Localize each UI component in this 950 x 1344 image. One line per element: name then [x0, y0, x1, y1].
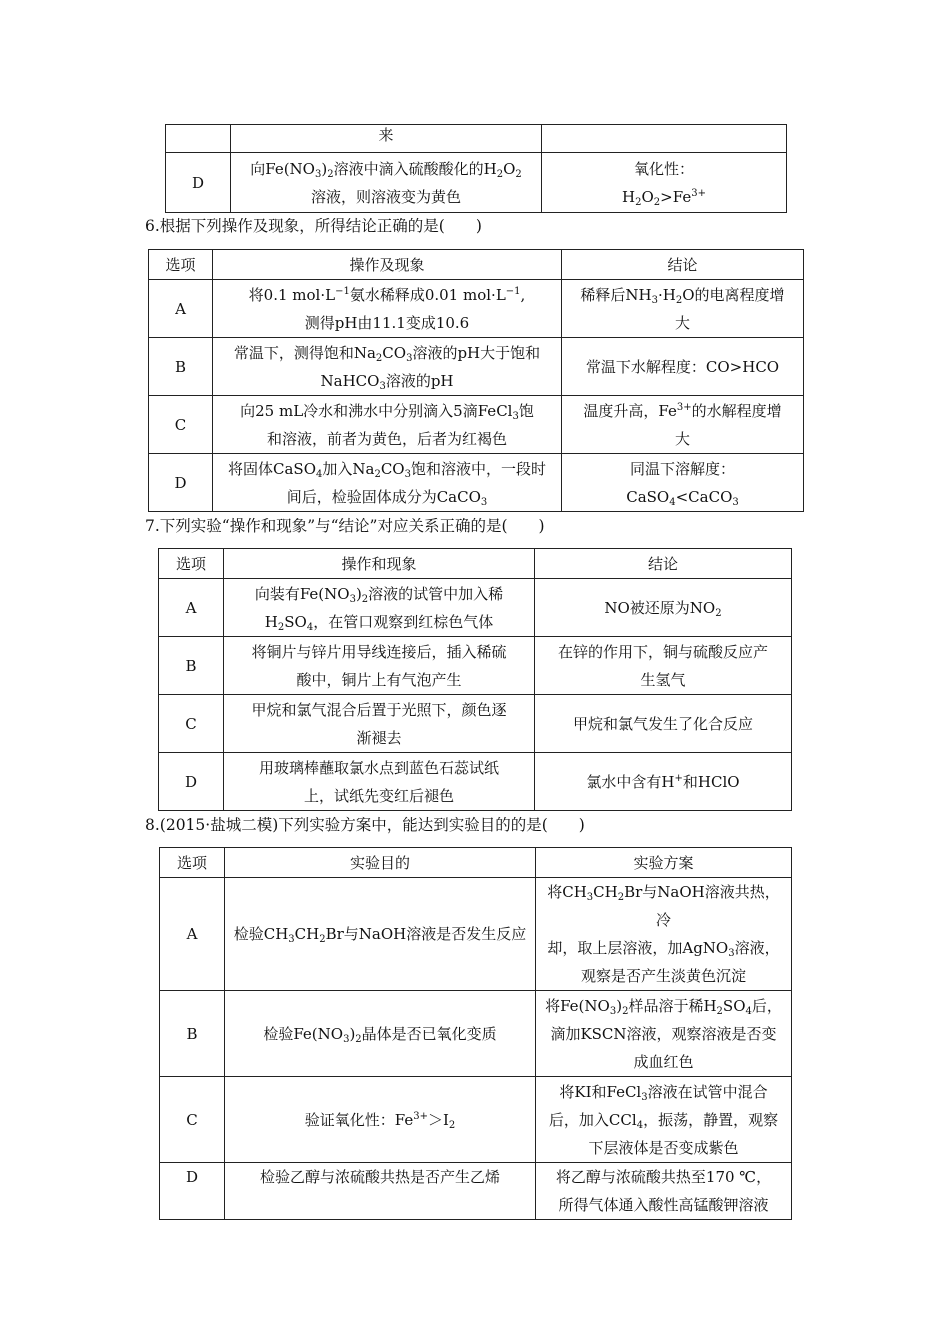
table-q7: [158, 548, 792, 811]
operation-line: 间后，检验固体成分为CaCO$_3$: [286, 487, 488, 508]
plan-cell: [536, 1163, 792, 1220]
option-label: D: [159, 753, 224, 811]
plan-cell: [536, 991, 792, 1077]
purpose-line: 检验$CH_3CH_2Br$与NaOH溶液是否发生反应: [233, 925, 527, 945]
conclusion-line: 同温下溶解度：: [629, 459, 735, 478]
operation-line: 和溶液，前者为黄色，后者为红褐色: [266, 429, 507, 448]
table-row: [166, 125, 787, 153]
conclusion-line: 稀释后$NH_3\cdot H_2O$的电离程度增: [580, 285, 785, 306]
conclusion-cell: [562, 396, 804, 454]
operation-line: 渐褪去: [356, 728, 402, 747]
operation-line: $H_2SO_4$，在管口观察到红棕色气体: [264, 612, 494, 633]
table-row: [149, 396, 804, 454]
table-row: [160, 1077, 792, 1163]
operation-line: 向$Fe(NO_3)_2$溶液中滴入硫酸酸化的$H_2O_2$: [250, 159, 522, 180]
operation-cell: [213, 338, 562, 396]
cell: [542, 125, 787, 153]
purpose-line: 检验$Fe(NO_3)_2$晶体是否已氧化变质: [263, 1024, 497, 1045]
option-label: A: [160, 878, 225, 991]
operation-cell: [224, 637, 535, 695]
plan-cell: [536, 1077, 792, 1163]
conclusion-cell: [535, 753, 792, 811]
conclusion-cell: [535, 579, 792, 637]
option-label: D: [149, 454, 213, 512]
option-label: C: [159, 695, 224, 753]
purpose-cell: [225, 878, 536, 991]
operation-line: 将0.1 $mol\cdot L^{-1}$氨水稀释成0.01 $mol\cdot L^{-1}$,: [248, 285, 526, 304]
table-header-row: [149, 250, 804, 280]
column-header: 选项: [149, 250, 213, 280]
purpose-cell: [225, 1077, 536, 1163]
operation-line: 甲烷和氯气混合后置于光照下，颜色逐: [251, 700, 507, 719]
conclusion-cell: [535, 695, 792, 753]
purpose-cell: [225, 1163, 536, 1220]
option-label: B: [149, 338, 213, 396]
column-header: 操作和现象: [224, 549, 535, 579]
operation-line: 测得pH由11.1变成10.6: [304, 313, 470, 332]
plan-line: 观察是否产生淡黄色沉淀: [580, 967, 746, 985]
operation-line: 向25 mL冷水和沸水中分别滴入5滴FeCl$_3$饱: [240, 401, 534, 422]
table-row: [159, 753, 792, 811]
plan-line: 下层液体是否变成紫色: [588, 1138, 739, 1157]
conclusion-line: 常温下水解程度：CO>HCO: [585, 357, 780, 376]
cell: [166, 125, 231, 153]
operation-cell: [213, 454, 562, 512]
conclusion-line: 甲烷和氯气发生了化合反应: [572, 714, 753, 733]
plan-line: 将$CH_3CH_2Br$与NaOH溶液共热，冷: [547, 883, 780, 929]
table-q8: [159, 847, 792, 1220]
column-header: 结论: [562, 250, 804, 280]
operation-cell: [213, 396, 562, 454]
table-row: [160, 1163, 792, 1220]
column-header: 实验方案: [536, 848, 792, 878]
plan-line: 将乙醇与浓硫酸共热至170 ℃，: [555, 1168, 772, 1186]
operation-line: 溶液，则溶液变为黄色: [310, 187, 461, 206]
table-row: [160, 878, 792, 991]
conclusion-cell: [562, 454, 804, 512]
option-label: C: [149, 396, 213, 454]
option-label: D: [166, 153, 231, 213]
cell-continuation: 来: [231, 125, 542, 153]
table-header-row: [159, 549, 792, 579]
purpose-line: 验证氧化性：$Fe^{3+}>I_2$: [304, 1110, 456, 1131]
conclusion-line: 生氢气: [640, 670, 686, 689]
table-header-row: [160, 848, 792, 878]
option-label: D: [160, 1163, 225, 1220]
table-row: [166, 153, 787, 213]
operation-line: 用玻璃棒蘸取氯水点到蓝色石蕊试纸: [258, 758, 499, 777]
conclusion-line: CaSO$_4$<CaCO$_3$: [626, 487, 739, 508]
plan-line: 所得气体通入酸性高锰酸钾溶液: [558, 1196, 769, 1214]
conclusion-line: 大: [674, 429, 690, 448]
operation-cell: [224, 579, 535, 637]
table-row: [149, 454, 804, 512]
conclusion-line: 氯水中含有H+和HClO: [586, 772, 740, 791]
conclusion-cell: [562, 280, 804, 338]
conclusion-cell: [535, 637, 792, 695]
option-label: B: [159, 637, 224, 695]
purpose-line: 检验乙醇与浓硫酸共热是否产生乙烯: [259, 1168, 500, 1186]
question-8: 8.(2015·盐城二模)下列实验方案中，能达到实验目的的是( ): [145, 816, 585, 834]
operation-line: 将铜片与锌片用导线连接后，插入稀硫: [251, 642, 507, 661]
operation-cell: [224, 695, 535, 753]
question-6: 6.根据下列操作及现象，所得结论正确的是( ): [145, 217, 482, 235]
plan-line: 后，加入CCl$_4$，振荡，静置，观察: [548, 1110, 779, 1131]
conclusion-line: 氧化性：: [633, 159, 694, 178]
operation-line: 常温下，测得饱和$Na_2CO_3$溶液的pH大于饱和: [233, 343, 541, 364]
table-row: [149, 338, 804, 396]
column-header: 选项: [160, 848, 225, 878]
option-label: C: [160, 1077, 225, 1163]
operation-cell: [231, 153, 542, 213]
operation-cell: [213, 280, 562, 338]
plan-line: 却，取上层溶液，加AgNO$_3$溶液，: [547, 939, 780, 959]
column-header: 结论: [535, 549, 792, 579]
table-row: [159, 637, 792, 695]
conclusion-line: 大: [674, 313, 690, 332]
conclusion-line: 在锌的作用下，铜与硫酸反应产: [557, 642, 768, 661]
conclusion-line: 温度升高，$Fe^{3+}$的水解程度增: [583, 401, 782, 420]
table-row: [149, 280, 804, 338]
conclusion-cell: [542, 153, 787, 213]
table-row: [159, 579, 792, 637]
conclusion-line: NO被还原为$NO_2$: [604, 598, 722, 619]
option-label: A: [159, 579, 224, 637]
column-header: 操作及现象: [213, 250, 562, 280]
column-header: 选项: [159, 549, 224, 579]
purpose-cell: [225, 991, 536, 1077]
operation-line: NaHCO$_3$溶液的pH: [320, 371, 454, 392]
question-7: 7.下列实验“操作和现象”与“结论”对应关系正确的是( ): [145, 517, 545, 535]
plan-line: 成血红色: [633, 1052, 694, 1071]
operation-line: 酸中，铜片上有气泡产生: [296, 670, 462, 689]
operation-line: 上，试纸先变红后褪色: [303, 786, 454, 805]
plan-line: 将KI和FeCl$_3$溶液在试管中混合: [559, 1082, 768, 1103]
column-header: 实验目的: [225, 848, 536, 878]
option-label: B: [160, 991, 225, 1077]
operation-line: 向装有$Fe(NO_3)_2$溶液的试管中加入稀: [254, 584, 504, 605]
conclusion-cell: [562, 338, 804, 396]
table-q5-tail: [165, 124, 787, 213]
conclusion-line: $H_2O_2>Fe^{3+}$: [622, 187, 706, 208]
plan-line: 将$Fe(NO_3)_2$样品溶于稀$H_2SO_4$后，: [545, 996, 782, 1017]
operation-line: 将固体CaSO$_4$加入$Na_2CO_3$饱和溶液中，一段时: [228, 459, 546, 480]
table-q6: [148, 249, 804, 512]
table-row: [160, 991, 792, 1077]
plan-line: 滴加KSCN溶液，观察溶液是否变: [550, 1024, 777, 1043]
table-row: [159, 695, 792, 753]
option-label: A: [149, 280, 213, 338]
plan-cell: [536, 878, 792, 991]
operation-cell: [224, 753, 535, 811]
